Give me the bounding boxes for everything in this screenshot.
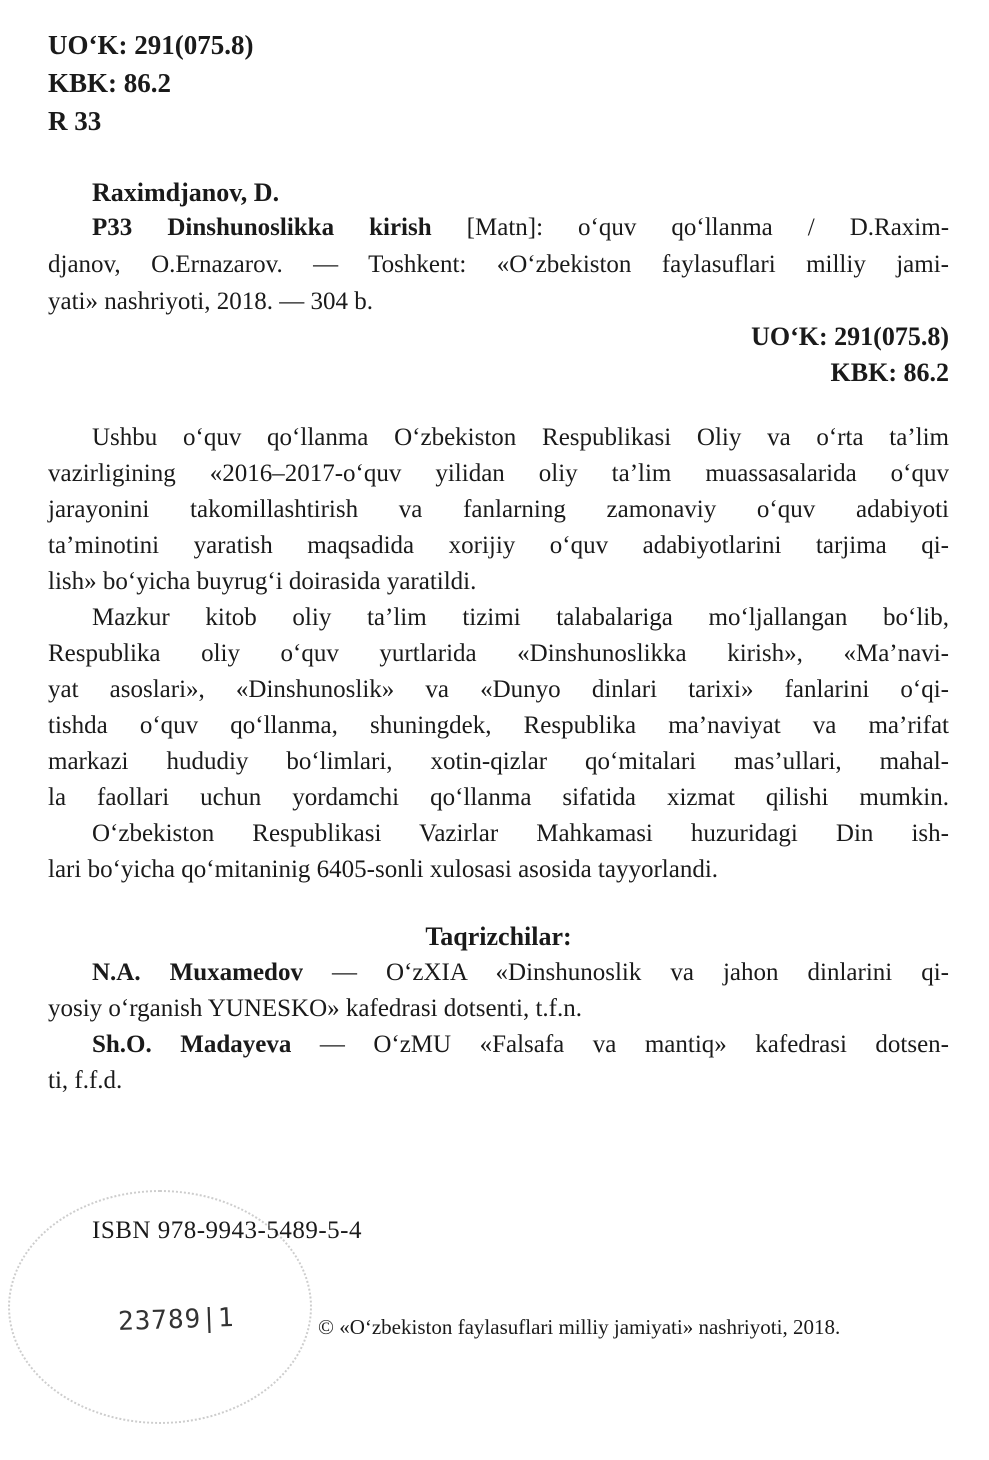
para-2-line-1: Mazkur kitob oliy ta’lim tizimi talabalariga mo‘ljallangan bo‘lib, (92, 604, 949, 631)
para-1-line-2: vazirligining «2016–2017-o‘quv yilidan oliy ta’lim muassasalarida o‘quv (48, 460, 949, 487)
para-3-line-1: O‘zbekiston Respublikasi Vazirlar Mahkamasi huzuridagi Din ish- (92, 820, 949, 847)
reviewer-1-line-1 (92, 954, 949, 991)
para-1-line-3: jarayonini takomillashtirish va fanlarning zamonaviy o‘quv adabiyoti (48, 496, 949, 523)
record-line-1-text: [Matn]: o‘quv qo‘llanma / D.Raxim- (466, 214, 950, 241)
record-code: P33 (92, 214, 133, 241)
para-2-line-3: yat asoslari», «Dinshunoslik» va «Dunyo dinlari tarixi» fanlarini o‘qi- (48, 676, 949, 703)
uok-code: UO‘K: 291(075.8) (48, 30, 254, 60)
copyright: © «O‘zbekiston faylasuflari milliy jamiyati» nashriyoti, 2018. (318, 1315, 841, 1339)
author-mark: R 33 (48, 106, 102, 136)
reviewer-2-line-2: ti, f.f.d. (48, 1067, 123, 1094)
reviewer-2-line-1 (92, 1026, 949, 1063)
para-2-line-5: markazi hududiy bo‘limlari, xotin-qizlar qo‘mitalari mas’ullari, mahal- (48, 748, 949, 775)
para-2-line-6: la faollari uchun yordamchi qo‘llanma sifatida xizmat qilishi mumkin. (48, 784, 949, 811)
record-line-1 (92, 209, 949, 246)
record-title: Dinshunoslikka kirish (167, 214, 432, 241)
para-2-line-4: tishda o‘quv qo‘llanma, shuningdek, Respublika ma’naviyat va ma’rifat (48, 712, 949, 739)
kbk-code: KBK: 86.2 (48, 68, 172, 98)
record-uok: UO‘K: 291(075.8) (751, 322, 949, 351)
reviewer-1-line-2: yosiy o‘rganish YUNESKO» kafedrasi dotsenti, t.f.n. (48, 995, 582, 1022)
isbn: ISBN 978-9943-5489-5-4 (92, 1217, 363, 1244)
reviewers-heading: Taqrizchilar: (425, 922, 572, 951)
record-kbk: KBK: 86.2 (830, 358, 949, 387)
reviewer-1-text: — O‘zXIA «Dinshunoslik va jahon dinlarini qi- (331, 959, 950, 986)
reviewer-1-name: N.A. Muxamedov (92, 959, 303, 986)
reviewer-2-text: — O‘zMU «Falsafa va mantiq» kafedrasi dotsen- (319, 1031, 949, 1058)
para-1-line-1: Ushbu o‘quv qo‘llanma O‘zbekiston Respublikasi Oliy va o‘rta ta’lim (92, 424, 949, 451)
record-line-3: yati» nashriyoti, 2018. — 304 b. (48, 288, 373, 315)
record-author: Raximdjanov, D. (92, 178, 280, 207)
para-1-line-5: lish» bo‘yicha buyrug‘i doirasida yaratildi. (48, 568, 477, 595)
para-2-line-2: Respublika oliy o‘quv yurtlarida «Dinshunoslikka kirish», «Ma’navi- (48, 640, 949, 667)
para-1-line-4: ta’minotini yaratish maqsadida xorijiy o‘quv adabiyotlarini tarjima qi- (48, 532, 949, 559)
reviewer-2-name: Sh.O. Madayeva (92, 1031, 292, 1058)
record-line-2: djanov, O.Ernazarov. — Toshkent: «O‘zbekiston faylasuflari milliy jami- (48, 251, 949, 278)
inventory-number: 23789|1 (117, 1302, 236, 1338)
para-3-line-2: lari bo‘yicha qo‘mitaninig 6405-sonli xulosasi asosida tayyorlandi. (48, 856, 719, 883)
